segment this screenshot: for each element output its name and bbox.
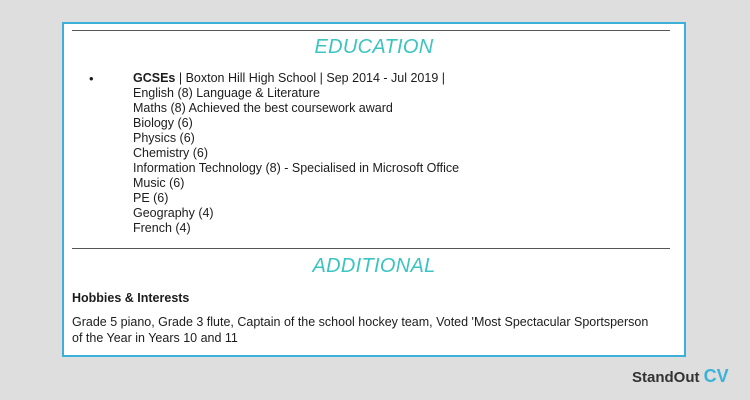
subject-line: PE (6) [133,191,169,205]
subject-line: Chemistry (6) [133,146,209,160]
bullet-icon: • [89,71,94,86]
qualification-line [133,71,459,86]
additional-heading: ADDITIONAL [312,255,436,277]
brand-suffix: CV [703,366,729,386]
middle-divider [72,248,670,249]
qualification-name: GCSEs [133,71,176,85]
subject-line: English (8) Language & Literature [133,86,320,100]
brand-logo [632,366,729,387]
subject-line: Biology (6) [133,116,193,130]
subject-line: Information Technology (8) - Specialised in Microsoft Office [133,161,460,175]
subject-line: Geography (4) [133,206,214,220]
hobbies-text: Grade 5 piano, Grade 3 flute, Captain of the school hockey team, Voted 'Most Spectacular Sportsperson of the Year in Years 10 and 11 [72,315,649,345]
subject-line: Music (6) [133,176,185,190]
subject-line: Maths (8) Achieved the best coursework award [133,101,393,115]
education-list [89,71,460,236]
hobbies-heading: Hobbies & Interests [72,291,190,305]
subject-line: French (4) [133,221,191,235]
top-divider [72,30,670,31]
brand-name: StandOut [632,369,700,386]
list-item [89,71,460,236]
cv-card [62,22,686,357]
subject-line: Physics (6) [133,131,195,145]
education-heading: EDUCATION [314,36,434,58]
qualification-details: | Boxton Hill High School | Sep 2014 - Jul 2019 | [175,71,446,85]
education-entry [133,71,459,236]
